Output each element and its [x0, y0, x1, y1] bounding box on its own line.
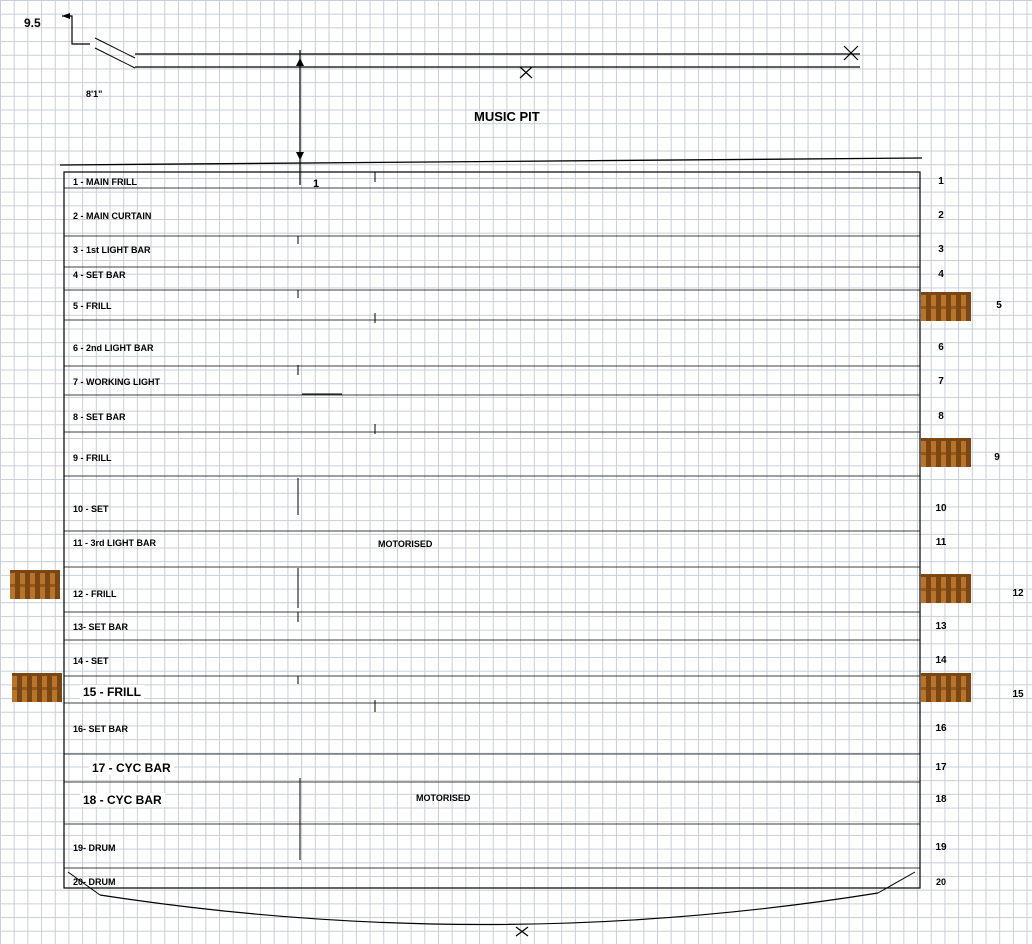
bar-label: 10 - SET	[73, 504, 109, 514]
bar-label: 3 - 1st LIGHT BAR	[73, 245, 151, 255]
bar-label: 17 - CYC BAR	[89, 761, 174, 775]
music-pit-label: MUSIC PIT	[474, 109, 540, 124]
bar-label: 20- DRUM	[73, 877, 116, 887]
bar-number: 16	[935, 723, 947, 734]
stage-frame	[64, 172, 920, 888]
bar-number: 11	[935, 537, 947, 548]
bar-label: 13- SET BAR	[73, 622, 129, 632]
corner-bracket	[62, 16, 90, 44]
apron-curve	[100, 893, 878, 925]
bar-number: 19	[935, 842, 947, 853]
bar-number: 1	[938, 176, 944, 187]
bar-label: 7 - WORKING LIGHT	[73, 377, 160, 387]
door-line	[95, 38, 135, 58]
centre-ticks	[298, 172, 375, 860]
bar-label: 4 - SET BAR	[73, 270, 126, 280]
bar-number: 10	[935, 503, 947, 514]
bar-label: 8 - SET BAR	[73, 412, 126, 422]
motorised-note: MOTORISED	[416, 793, 471, 803]
bar-number: 3	[938, 244, 944, 255]
apron-line	[878, 872, 915, 893]
bar-lines	[64, 188, 920, 868]
bar-label: 9 - FRILL	[73, 453, 112, 463]
bar-label: 2 - MAIN CURTAIN	[73, 211, 152, 221]
centre-mark: 1	[313, 178, 320, 190]
scale-arrow	[62, 13, 70, 19]
bar-label: 18 - CYC BAR	[80, 793, 165, 807]
x-marker	[520, 67, 532, 78]
door-line	[95, 48, 135, 68]
outer-number: 5	[996, 300, 1002, 311]
bar-number: 14	[935, 655, 947, 666]
bar-label: 14 - SET	[73, 656, 109, 666]
bar-number: 2	[938, 210, 944, 221]
bar-number: 8	[938, 411, 944, 422]
dimension-label: 8'1"	[86, 89, 103, 99]
bar-label: 11 - 3rd LIGHT BAR	[73, 538, 157, 548]
motorised-note: MOTORISED	[378, 539, 433, 549]
curtain-icon	[921, 438, 971, 470]
curtain-icon	[10, 570, 60, 602]
bar-number: 7	[938, 376, 944, 387]
bar-label: 12 - FRILL	[73, 589, 117, 599]
outer-number: 15	[1012, 689, 1024, 700]
bar-label: 15 - FRILL	[80, 685, 144, 699]
bar-label: 16- SET BAR	[73, 724, 129, 734]
curtain-icon	[921, 292, 971, 324]
bar-number: 13	[935, 621, 947, 632]
bar-label: 6 - 2nd LIGHT BAR	[73, 343, 154, 353]
bar-number: 4	[938, 269, 944, 280]
scale-label: 9.5	[24, 16, 41, 30]
bar-number: 6	[938, 342, 944, 353]
curtain-icon	[12, 673, 62, 705]
dimension-arrow-up	[296, 58, 304, 66]
bar-number: 18	[935, 794, 947, 805]
bar-label: 19- DRUM	[73, 843, 116, 853]
bar-label: 1 - MAIN FRILL	[73, 177, 137, 187]
outer-number: 12	[1012, 588, 1024, 599]
x-marker	[516, 927, 528, 936]
dimension-arrow-down	[296, 152, 304, 160]
bar-label: 5 - FRILL	[73, 301, 112, 311]
x-marker	[844, 46, 858, 60]
stage-front-edge	[60, 158, 922, 165]
curtain-icon	[921, 673, 971, 705]
outer-number: 9	[994, 452, 1000, 463]
bar-number: 17	[935, 762, 947, 773]
curtain-icon	[921, 574, 971, 606]
bar-number: 20	[935, 877, 946, 887]
